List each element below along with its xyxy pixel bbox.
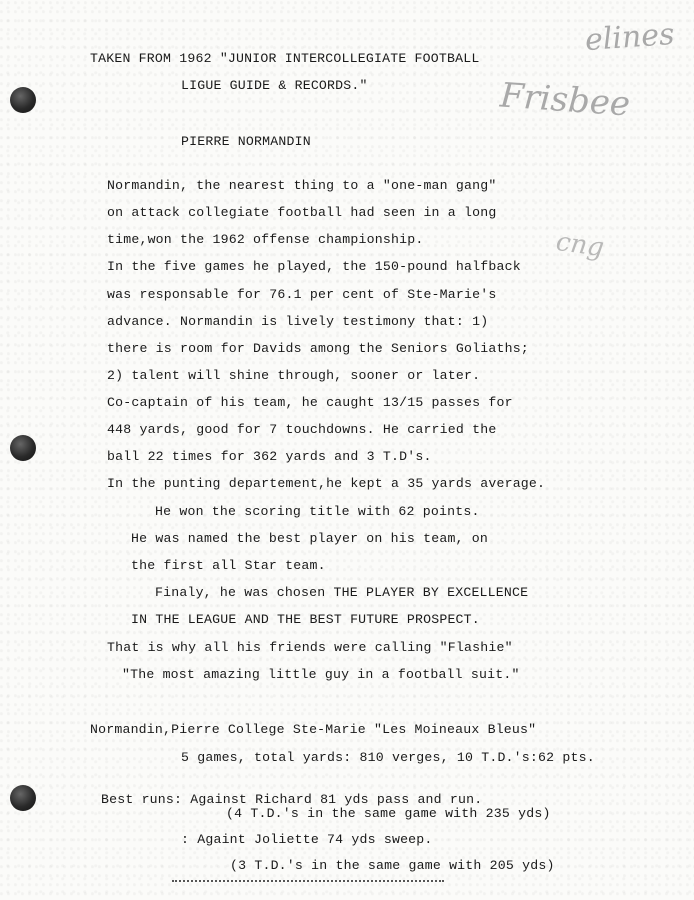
- body-line: Finaly, he was chosen THE PLAYER BY EXCELLENCE: [155, 585, 529, 600]
- body-line: In the punting departement,he kept a 35 yards average.: [107, 476, 546, 491]
- best-runs-line-4: (3 T.D.'s in the same game with 205 yds): [230, 858, 555, 873]
- body-line: there is room for Davids among the Seniors Goliaths;: [107, 341, 529, 356]
- binder-hole-bottom: [10, 785, 36, 811]
- body-line: He won the scoring title with 62 points.: [155, 504, 480, 519]
- handwritten-note-middle: Frisbee: [498, 75, 632, 125]
- body-line: 2) talent will shine through, sooner or later.: [107, 368, 481, 383]
- handwritten-note-side: cng: [554, 226, 606, 264]
- summary-line-1: Normandin,Pierre College Ste-Marie "Les Moineaux Bleus": [90, 722, 537, 737]
- bottom-dotted-rule: [172, 880, 444, 882]
- best-runs-line-3: : Againt Joliette 74 yds sweep.: [181, 832, 433, 847]
- body-line: the first all Star team.: [131, 558, 326, 573]
- body-line: In the five games he played, the 150-pound halfback: [107, 259, 521, 274]
- handwritten-note-top: elines: [583, 16, 676, 59]
- body-line: time,won the 1962 offense championship.: [107, 232, 424, 247]
- source-header-line-2: LIGUE GUIDE & RECORDS.": [181, 78, 368, 93]
- body-line: was responsable for 76.1 per cent of Ste-Marie's: [107, 287, 497, 302]
- body-line: ball 22 times for 362 yards and 3 T.D's.: [107, 449, 432, 464]
- body-line: advance. Normandin is lively testimony that: 1): [107, 314, 489, 329]
- body-line: 448 yards, good for 7 touchdowns. He carried the: [107, 422, 497, 437]
- body-line: That is why all his friends were calling "Flashie": [107, 640, 513, 655]
- body-line: on attack collegiate football had seen in a long: [107, 205, 497, 220]
- source-header-line-1: TAKEN FROM 1962 "JUNIOR INTERCOLLEGIATE FOOTBALL: [90, 51, 480, 66]
- binder-hole-top: [10, 87, 36, 113]
- best-runs-line-2: (4 T.D.'s in the same game with 235 yds): [226, 806, 551, 821]
- body-line: "The most amazing little guy in a football suit.": [122, 667, 520, 682]
- body-line: He was named the best player on his team, on: [131, 531, 489, 546]
- body-line: IN THE LEAGUE AND THE BEST FUTURE PROSPECT.: [131, 612, 480, 627]
- body-line: Normandin, the nearest thing to a "one-man gang": [107, 178, 497, 193]
- document-title: PIERRE NORMANDIN: [181, 134, 311, 149]
- best-runs-line-1: Best runs: Against Richard 81 yds pass and run.: [101, 792, 483, 807]
- summary-line-2: 5 games, total yards: 810 verges, 10 T.D.'s:62 pts.: [181, 750, 595, 765]
- binder-hole-middle: [10, 435, 36, 461]
- body-line: Co-captain of his team, he caught 13/15 passes for: [107, 395, 513, 410]
